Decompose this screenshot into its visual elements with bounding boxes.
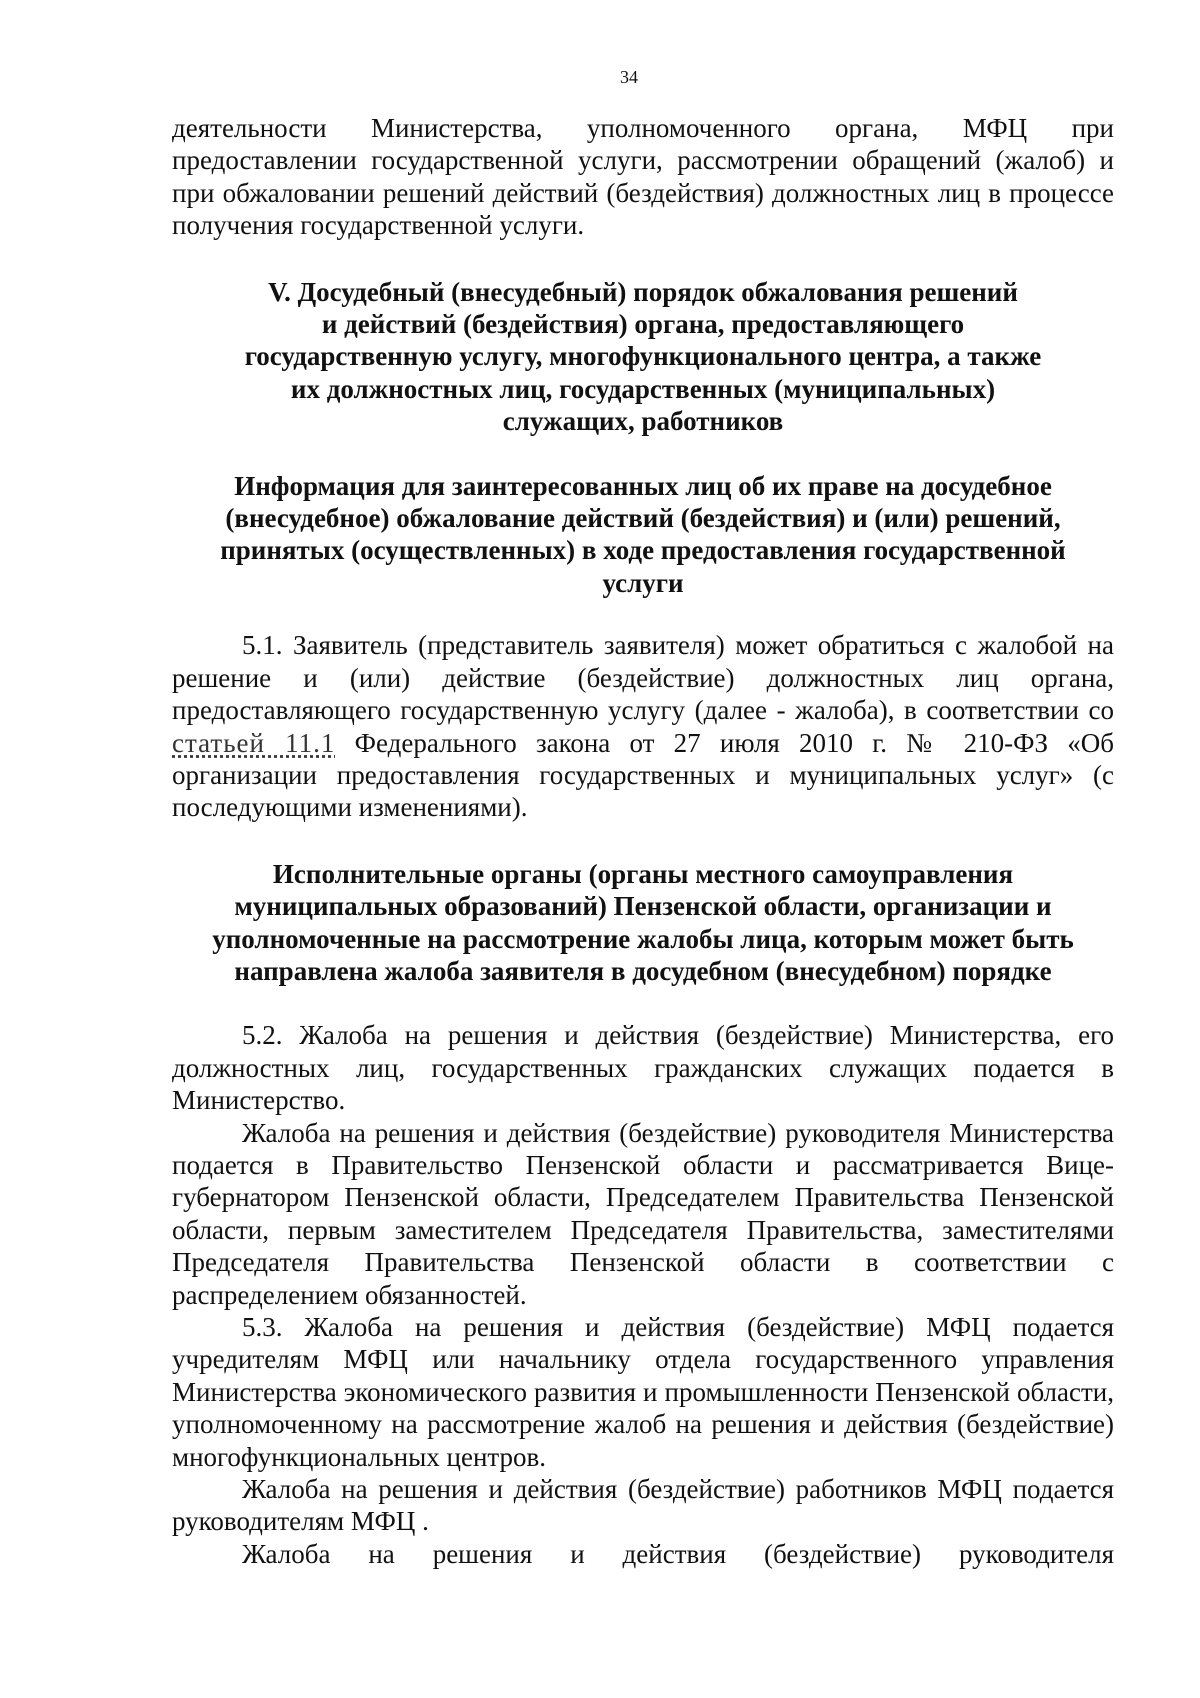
organs-subheading-line: уполномоченные на рассмотрение жалобы лица, которым может быть [212, 923, 1074, 954]
paragraph-5-1-text: 5.1. Заявитель (представитель заявителя) может обратиться с жалобой на решение и (или) действие (бездействие) должностных лиц органа, предоставляющего государственную услугу (далее - жалоба), в соответствии со [172, 630, 1114, 726]
paragraph-5-1 [172, 629, 1114, 823]
organs-subheading-line: направлена жалоба заявителя в досудебном (внесудебном) порядке [234, 955, 1052, 986]
organs-subheading-line: Исполнительные органы (органы местного самоуправления [272, 858, 1014, 889]
paragraph-5-3-workers-complaint: Жалоба на решения и действия (бездействие) работников МФЦ подается руководителям МФЦ . [172, 1474, 1114, 1537]
paragraph-5-1-text: Федерального закона от 27 июля 2010 г. № 210-ФЗ «Об организации предоставления государственных и муниципальных услуг» (с последующими изменениями). [172, 727, 1114, 823]
info-subheading [172, 470, 1114, 600]
organs-subheading [172, 858, 1114, 988]
info-subheading-line: (внесудебное) обжалование действий (бездействия) и (или) решений, [225, 503, 1061, 534]
section-heading-line: их должностных лиц, государственных (муниципальных) [290, 373, 996, 404]
info-subheading-line: Информация для заинтересованных лиц об их праве на досудебное [234, 470, 1052, 501]
section-heading-line: служащих, работников [502, 406, 784, 437]
law-article-link[interactable]: статьей 11.1 [172, 727, 336, 758]
paragraph-5-2-head-complaint: Жалоба на решения и действия (бездействие) руководителя Министерства подается в Правительство Пензенской области и рассматривается Вице-губернатором Пензенской области, Председателем Правительства Пензенской области, первым заместителем Председателя Правительства, заместителями Председателя Правительства Пензенской области в соответствии с распределением обязанностей. [172, 1117, 1114, 1310]
section-heading [172, 276, 1114, 438]
intro-paragraph: деятельности Министерства, уполномоченного органа, МФЦ при предоставлении государственной услуги, рассмотрении обращений (жалоб) и при обжаловании решений действий (бездействия) должностных лиц в процессе получения государственной услуги. [172, 113, 1114, 241]
info-subheading-line: услуги [602, 567, 684, 598]
paragraph-5-3: 5.3. Жалоба на решения и действия (бездействие) МФЦ подается учредителям МФЦ или начальнику отдела государственного управления Министерства экономического развития и промышленности Пензенской области, уполномоченному на рассмотрение жалоб на решения и действия (бездействие) многофункциональных центров. [172, 1312, 1114, 1472]
section-heading-line: государственную услугу, многофункционального центра, а также [244, 341, 1042, 372]
paragraph-5-2: 5.2. Жалоба на решения и действия (бездействие) Министерства, его должностных лиц, государственных гражданских служащих подается в Министерство. [172, 1020, 1114, 1116]
organs-subheading-line: муниципальных образований) Пензенской области, организации и [234, 891, 1052, 922]
paragraph-5-3-head-complaint: Жалоба на решения и действия (бездействие) руководителя [242, 1538, 1114, 1569]
section-heading-line: и действий (бездействия) органа, предоставляющего [321, 309, 965, 340]
section-heading-line: V. Досудебный (внесудебный) порядок обжалования решений [268, 276, 1018, 307]
page-number: 34 [620, 67, 638, 87]
info-subheading-line: принятых (осуществленных) в ходе предоставления государственной [220, 535, 1066, 566]
